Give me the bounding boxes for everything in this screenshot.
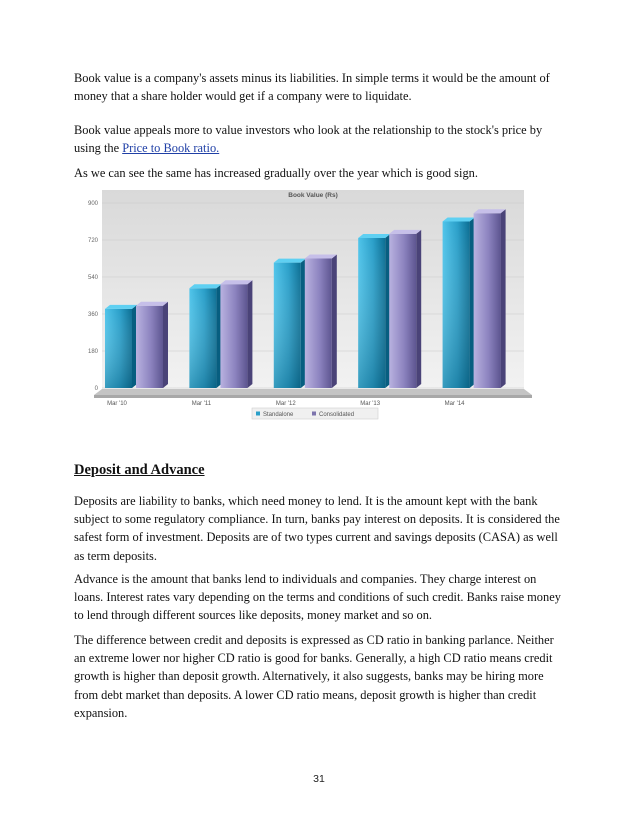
- bar-side-consolidated-3: [416, 230, 421, 388]
- section-paragraph-1: Deposits are liability to banks, which need money to lend. It is the amount kept with the bank subject to some regulatory compliance. In turn, banks pay interest on deposits. It is considered the safest form of investment. Deposits are of two types current and savings deposits (CASA) as well as term deposits.: [74, 494, 560, 563]
- x-tick-label-4: Mar '14: [444, 401, 465, 407]
- intro-paragraph-2: [74, 121, 564, 157]
- intro-paragraph-2-text: Book value appeals more to value investors who look at the relationship to the stock's price by using the: [74, 123, 543, 156]
- legend-label-standalone: Standalone: [263, 412, 294, 418]
- bar-top-standalone-4: [443, 218, 475, 222]
- bar-consolidated-0: [136, 306, 163, 388]
- bar-consolidated-3: [389, 234, 416, 388]
- bar-top-standalone-3: [358, 234, 390, 238]
- legend-swatch-consolidated: [312, 412, 316, 416]
- price-to-book-link[interactable]: Price to Book ratio.: [122, 141, 220, 156]
- chart-floor-edge: [94, 395, 532, 398]
- bar-consolidated-4: [474, 213, 501, 388]
- bar-top-consolidated-3: [389, 230, 421, 234]
- section-heading: Deposit and Advance: [74, 462, 205, 478]
- chart-legend: [252, 408, 378, 419]
- bar-top-consolidated-1: [220, 280, 252, 284]
- legend-swatch-standalone: [256, 412, 260, 416]
- bar-side-consolidated-4: [501, 209, 506, 388]
- y-tick-label-360: 360: [87, 312, 98, 318]
- bar-shade-standalone-3: [358, 238, 385, 388]
- book-value-chart: [62, 186, 532, 426]
- chart-title: Book Value (Rs): [288, 192, 338, 199]
- bar-consolidated-2: [305, 259, 332, 389]
- bar-side-consolidated-2: [332, 255, 337, 389]
- section-paragraph-2: Advance is the amount that banks lend to individuals and companies. They charge interest on loans. Interest rates vary depending on the terms and conditions of such credit. Banks raise money to lend through different sources like deposits, money market and so on.: [74, 572, 561, 623]
- bar-top-consolidated-4: [474, 209, 506, 213]
- chart-x-axis: [107, 401, 465, 407]
- bar-shade-standalone-0: [105, 309, 132, 388]
- intro-paragraph-3: As we can see the same has increased gradually over the year which is good sign.: [74, 166, 478, 180]
- bar-top-standalone-0: [105, 305, 137, 309]
- intro-paragraph-1: Book value is a company's assets minus its liabilities. In simple terms it would be the amount of money that a share holder would get if a company were to liquidate.: [74, 71, 550, 104]
- y-tick-label-900: 900: [87, 201, 98, 207]
- y-tick-label-180: 180: [87, 349, 98, 355]
- y-tick-label-720: 720: [87, 238, 98, 244]
- bar-consolidated-1: [220, 284, 247, 388]
- bar-top-standalone-1: [189, 284, 221, 288]
- x-tick-label-1: Mar '11: [191, 401, 212, 407]
- page-number: 31: [313, 773, 325, 785]
- chart-y-axis: [88, 201, 99, 392]
- bar-top-standalone-2: [274, 259, 306, 263]
- bar-side-consolidated-1: [247, 280, 252, 388]
- y-tick-label-540: 540: [87, 275, 98, 281]
- bar-shade-standalone-2: [274, 263, 301, 388]
- bar-side-consolidated-0: [163, 302, 168, 388]
- bar-shade-standalone-4: [443, 222, 470, 389]
- chart-floor: [94, 389, 532, 395]
- y-tick-label-0: 0: [94, 386, 98, 392]
- legend-label-consolidated: Consolidated: [319, 412, 355, 418]
- x-tick-label-2: Mar '12: [275, 401, 296, 407]
- x-tick-label-3: Mar '13: [360, 401, 381, 407]
- bar-top-consolidated-0: [136, 302, 168, 306]
- bar-top-consolidated-2: [305, 255, 337, 259]
- section-paragraph-3: The difference between credit and deposits is expressed as CD ratio in banking parlance. Neither an extreme lower nor higher CD ratio is good for banks. Generally, a high CD ratio means credit growth is higher than deposit growth. Alternatively, it also suggests, banks may be hiring more from debt market than deposits. A lower CD ratio means, deposit growth is higher than credit expansion.: [74, 633, 554, 720]
- x-tick-label-0: Mar '10: [107, 401, 127, 407]
- bar-shade-standalone-1: [189, 288, 216, 388]
